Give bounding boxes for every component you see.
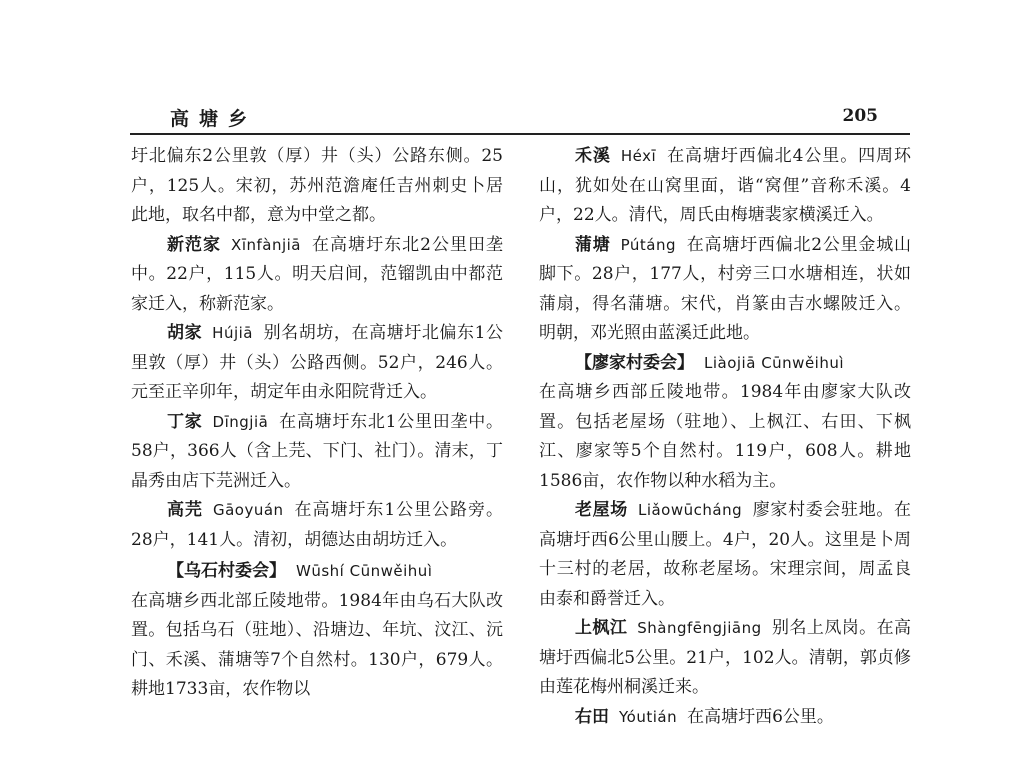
committee-name: 【乌石村委会】 bbox=[167, 561, 286, 581]
romanization: Xīnfànjiā bbox=[231, 235, 302, 254]
place-name: 高芫 bbox=[167, 500, 203, 520]
place-name: 上枫江 bbox=[575, 618, 628, 638]
romanization: Dīngjiā bbox=[212, 412, 269, 431]
entry-paragraph bbox=[539, 231, 911, 349]
romanization: Héxī bbox=[620, 147, 657, 165]
place-name: 丁家 bbox=[167, 411, 203, 432]
committee-heading bbox=[539, 349, 911, 379]
romanization: Gāoyuán bbox=[212, 501, 284, 519]
header-rule bbox=[130, 133, 910, 135]
left-column bbox=[131, 142, 503, 705]
entry-text: 在高塘圩西6公里。 bbox=[687, 706, 834, 727]
entry-paragraph bbox=[131, 408, 503, 497]
entry-text: 别名胡坊，在高塘圩北偏东1公里敦（厚）井（头）公路西侧。52户，246人。元至正辛卯年，胡定年由永阳院背迁入。 bbox=[131, 323, 503, 402]
running-title: 高塘乡 bbox=[170, 108, 258, 130]
committee-name: 【廖家村委会】 bbox=[575, 352, 694, 373]
entry-paragraph bbox=[539, 142, 911, 231]
entry-text: 廖家村委会驻地。在高塘圩西6公里山腰上。4户，20人。这里是卜周十三村的老居，故称老屋场。宋理宗间，周孟良由泰和爵誉迁入。 bbox=[539, 500, 912, 609]
entry-paragraph bbox=[539, 703, 911, 733]
place-name: 蒲塘 bbox=[575, 234, 611, 255]
entry-text: 别名上凤岗。在高塘圩西偏北5公里。21户，102人。清朝，郭贞修由莲花梅州桐溪迁来。 bbox=[539, 618, 912, 697]
romanization: Liǎowūcháng bbox=[637, 501, 743, 519]
place-name: 老屋场 bbox=[575, 500, 628, 520]
entry-paragraph bbox=[539, 614, 911, 703]
entry-text: 在高塘圩东北1公里田垄中。58户，366人（含上芫、下门、社门）。清末，丁晶秀由店下芫洲迁入。 bbox=[131, 411, 503, 491]
right-column bbox=[539, 142, 911, 732]
place-name: 胡家 bbox=[167, 323, 203, 343]
page-header bbox=[120, 100, 910, 130]
romanization: Hújiā bbox=[212, 324, 253, 342]
romanization: Wūshí Cūnwěihuì bbox=[296, 562, 433, 580]
romanization: Shàngfēngjiāng bbox=[637, 619, 762, 637]
continuation-paragraph: 圩北偏东2公里敦（厚）井（头）公路东侧。25户，125人。宋初，苏州范澹庵任吉州刺史卜居此地，取名中都，意为中堂之都。 bbox=[131, 146, 503, 225]
entry-paragraph bbox=[131, 231, 503, 320]
entry-text: 在高塘圩西偏北4公里。四周环山，犹如处在山窝里面，谐“窝俚”音称禾溪。4户，22人。清代，周氏由梅塘裴家横溪迁入。 bbox=[539, 146, 911, 225]
entry-text: 在高塘圩西偏北2公里金城山脚下。28户，177人，村旁三口水塘相连，状如蒲扇，得名蒲塘。宋代，肖篆由吉水螺陂迁入。明朝，邓光照由蓝溪迁此地。 bbox=[539, 234, 911, 343]
romanization: Yóutián bbox=[619, 707, 678, 726]
place-name: 右田 bbox=[575, 706, 609, 727]
committee-paragraph: 在高塘乡西北部丘陵地带。1984年由乌石大队改置。包括乌石（驻地）、沿塘边、年坑、汶江、沅门、禾溪、蒲塘等7个自然村。130户，679人。耕地1733亩，农作物以 bbox=[131, 590, 503, 699]
romanization: Liàojiā Cūnwěihuì bbox=[704, 353, 845, 372]
committee-heading bbox=[131, 557, 503, 587]
romanization: Pútáng bbox=[620, 235, 676, 254]
place-name: 禾溪 bbox=[575, 146, 611, 166]
entry-paragraph bbox=[131, 319, 503, 408]
committee-paragraph: 在高塘乡西部丘陵地带。1984年由廖家大队改置。包括老屋场（驻地）、上枫江、右田、下枫江、廖家等5个自然村。119户，608人。耕地1586亩，农作物以种水稻为主。 bbox=[539, 382, 911, 491]
entry-paragraph bbox=[539, 496, 911, 614]
place-name: 新范家 bbox=[167, 234, 222, 255]
entry-text: 在高塘圩东1公里公路旁。28户，141人。清初，胡德达由胡坊迁入。 bbox=[131, 500, 503, 550]
entry-text: 在高塘圩东北2公里田垄中。22户，115人。明天启间，范镏凯由中都范家迁入，称新范家。 bbox=[131, 234, 503, 314]
page-number: 205 bbox=[842, 106, 878, 126]
entry-paragraph bbox=[131, 496, 503, 555]
